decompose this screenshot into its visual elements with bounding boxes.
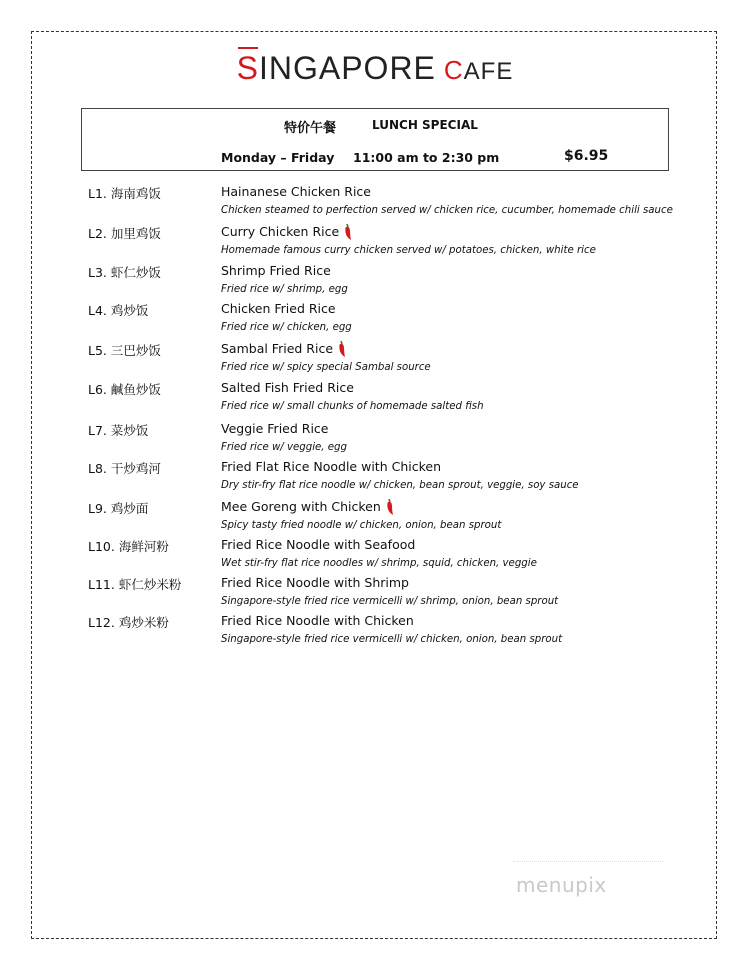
menu-item [88,575,688,613]
item-description: Dry stir-fry flat rice noodle w/ chicken, bean sprout, veggie, soy sauce [221,480,579,491]
service-days: Monday – Friday [221,150,335,165]
item-code: L11. 虾仁炒米粉 [88,577,182,592]
item-description: Fried rice w/ veggie, egg [221,442,347,453]
item-description: Fried rice w/ shrimp, egg [221,284,348,295]
logo-cafe-first: C [443,55,464,85]
menu-item [88,499,688,537]
item-code: L4. 鸡炒饭 [88,303,149,318]
menupix-watermark: menupix [516,873,607,897]
menu-item [88,263,688,301]
item-description: Singapore-style fried rice vermicelli w/ shrimp, onion, bean sprout [221,596,559,607]
menu-item [88,613,688,651]
menu-item [88,341,688,379]
item-code: L6. 鹹鱼炒饭 [88,382,161,397]
menu-item [88,301,688,339]
item-name-wrap [221,224,353,241]
item-code: L1. 海南鸡饭 [88,186,161,201]
item-description: Chicken steamed to perfection served w/ chicken rice, cucumber, homemade chili sauce [221,205,673,216]
item-code: L12. 鸡炒米粉 [88,615,169,630]
item-code: L2. 加里鸡饭 [88,226,161,241]
item-code: L8. 干炒鸡河 [88,461,161,476]
logo-rest: INGAPORE [258,50,436,86]
item-description: Wet stir-fry flat rice noodles w/ shrimp, squid, chicken, veggie [221,558,537,569]
item-name: Curry Chicken Rice [221,224,340,239]
title-english: LUNCH SPECIAL [372,118,478,132]
item-description: Singapore-style fried rice vermicelli w/ chicken, onion, bean sprout [221,634,563,645]
restaurant-logo [0,50,750,87]
item-code: L5. 三巴炒饭 [88,343,161,358]
chili-pepper-icon [343,224,353,241]
item-description: Fried rice w/ chicken, egg [221,322,352,333]
item-name: Mee Goreng with Chicken [221,499,381,514]
item-code: L9. 鸡炒面 [88,501,149,516]
item-name-wrap [221,499,395,516]
item-name: Veggie Fried Rice [221,421,329,436]
item-name: Fried Rice Noodle with Seafood [221,537,416,552]
item-code: L7. 菜炒饭 [88,423,149,438]
item-name-wrap [221,341,347,358]
item-description: Fried rice w/ spicy special Sambal source [221,362,431,373]
lunch-special-header [81,108,669,171]
item-name: Fried Rice Noodle with Chicken [221,613,414,628]
service-hours: 11:00 am to 2:30 pm [353,150,500,165]
item-name: Salted Fish Fried Rice [221,380,354,395]
item-name: Shrimp Fried Rice [221,263,331,278]
watermark-divider [513,861,663,862]
item-name: Chicken Fried Rice [221,301,336,316]
chili-pepper-icon [385,499,395,516]
item-code: L3. 虾仁炒饭 [88,265,161,280]
logo-first-letter: S [236,50,259,86]
menu-item [88,459,688,497]
menu-item [88,421,688,459]
logo-cafe [443,55,514,85]
item-description: Fried rice w/ small chunks of homemade salted fish [221,401,484,412]
item-name: Fried Rice Noodle with Shrimp [221,575,409,590]
menu-item [88,224,688,262]
menu-item [88,537,688,575]
menu-item [88,184,688,222]
item-description: Spicy tasty fried noodle w/ chicken, onion, bean sprout [221,520,502,531]
item-name: Fried Flat Rice Noodle with Chicken [221,459,441,474]
item-description: Homemade famous curry chicken served w/ potatoes, chicken, white rice [221,245,596,256]
logo-cafe-rest: AFE [463,58,514,85]
item-name: Hainanese Chicken Rice [221,184,371,199]
special-price: $6.95 [564,148,609,164]
title-chinese: 特价午餐 [284,121,337,136]
item-name: Sambal Fried Rice [221,341,334,356]
menu-item [88,380,688,418]
item-code: L10. 海鲜河粉 [88,539,169,554]
chili-pepper-icon [337,341,347,358]
